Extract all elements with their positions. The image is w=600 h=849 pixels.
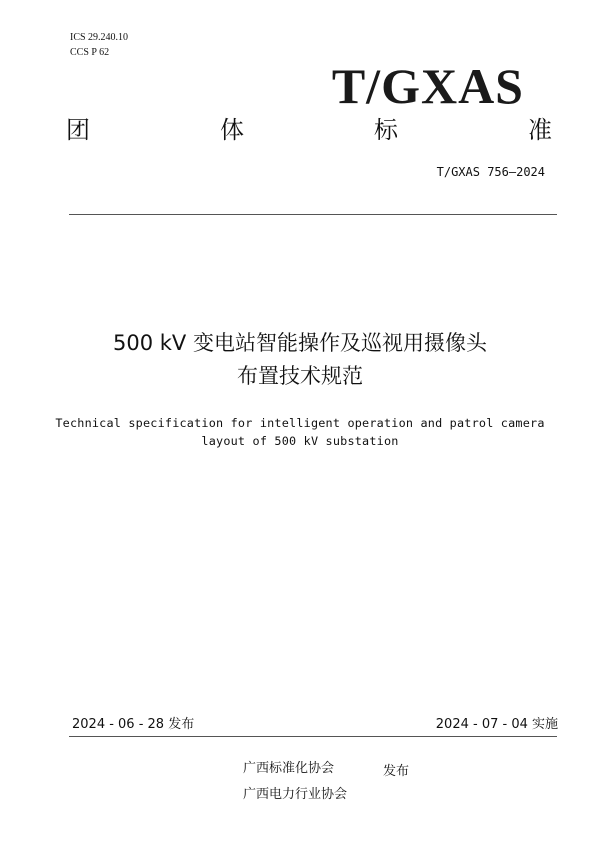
category-char: 团 — [66, 116, 90, 144]
bottom-divider — [69, 736, 557, 737]
issue-date: 2024 - 06 - 28 发布 — [72, 717, 195, 732]
issuing-organizations — [243, 756, 347, 808]
standard-category — [66, 114, 552, 146]
issue-label: 发布 — [383, 764, 410, 779]
top-divider — [69, 214, 557, 215]
issuer-org: 广西标准化协会 — [243, 761, 335, 776]
category-char: 准 — [528, 116, 552, 144]
standard-logo: T/GXAS — [331, 58, 524, 114]
chinese-title-line-2: 布置技术规范 — [237, 364, 363, 388]
ics-code: ICS 29.240.10 — [70, 32, 129, 43]
category-char: 标 — [374, 116, 398, 144]
english-title-line-1: Technical specification for intelligent operation and patrol camera — [55, 416, 545, 430]
ccs-code: CCS P 62 — [70, 47, 110, 58]
english-title-line-2: layout of 500 kV substation — [201, 434, 399, 448]
chinese-title-line-1: 500 kV 变电站智能操作及巡视用摄像头 — [113, 331, 487, 355]
standard-number: T/GXAS 756—2024 — [436, 165, 545, 179]
implementation-date: 2024 - 07 - 04 实施 — [435, 717, 558, 732]
chinese-title — [0, 327, 600, 393]
english-title — [0, 414, 600, 450]
classification-codes — [70, 30, 128, 60]
category-char: 体 — [220, 116, 244, 144]
issuer-org: 广西电力行业协会 — [243, 787, 348, 802]
